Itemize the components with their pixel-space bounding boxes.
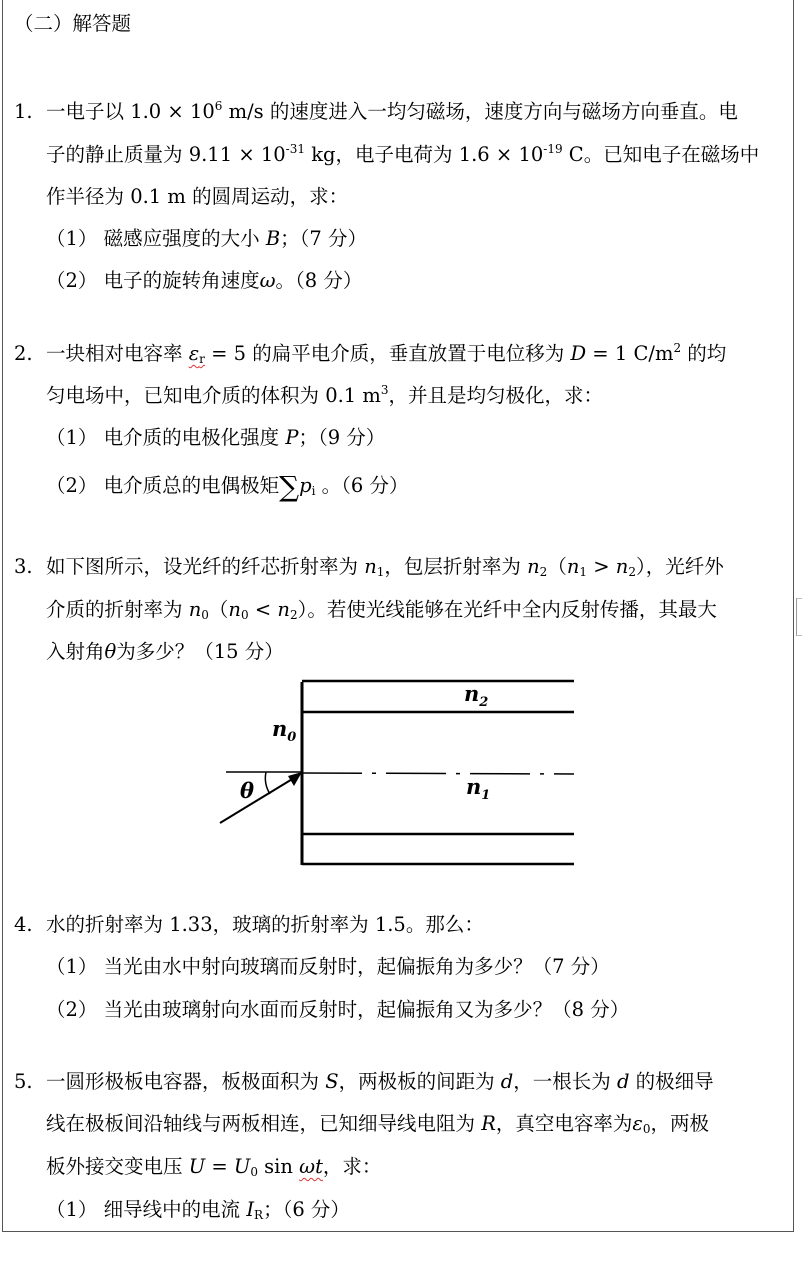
q2-number: 2.: [14, 342, 33, 365]
q4-number: 4.: [14, 913, 33, 936]
fiber-axis: [302, 773, 574, 774]
q4-sub1: （1） 当光由水中射向玻璃而反射时，起偏振角为多少？（7 分）: [46, 955, 610, 978]
label-theta: θ: [240, 778, 255, 803]
q5-number: 5.: [14, 1070, 33, 1093]
q5-sub1: （1） 细导线中的电流 $I_R$；（6 分）: [46, 1198, 350, 1222]
q1-sub2: （2） 电子的旋转角速度ω。（8 分）: [46, 269, 363, 292]
q2-sub2: （2） 电介质总的电偶极矩$\sum p_i$ 。（6 分）: [46, 470, 409, 503]
q5-line3: 板外接交变电压 $U = U_0$ sin ωt，求：: [46, 1155, 382, 1179]
section-title: （二）解答题: [14, 12, 132, 35]
q5-line1: 一圆形极板电容器，板极面积为 S，两极板的间距为 d，一根长为 d 的极细导: [46, 1070, 714, 1093]
q1-number: 1.: [14, 100, 33, 123]
q3-line3: 入射角θ为多少？（15 分）: [46, 640, 284, 663]
incident-ray: [220, 778, 294, 823]
q5-line2: 线在极板间沿轴线与两板相连，已知细导线电阻为 R，真空电容率为$\varepsilon_0$，两极: [46, 1112, 710, 1136]
q2-sub1: （1） 电介质的电极化强度 P；（9 分）: [46, 426, 386, 449]
q1-line3: 作半径为 0.1 m 的圆周运动，求：: [46, 185, 349, 208]
q4-line1: 水的折射率为 1.33，玻璃的折射率为 1.5。那么：: [46, 913, 484, 936]
q3-line2: 介质的折射率为 $n_0(n_0 < n_2)$。若使光线能够在光纤中全内反射传播，其最大: [46, 598, 717, 622]
q3-line1: 如下图所示，设光纤的纤芯折射率为 $n_1$，包层折射率为 $n_2(n_1 > n_2)$，光纤外: [46, 555, 724, 579]
page-edge-marker: [796, 598, 802, 636]
q1-line2: 子的静止质量为 $9.11 \times 10^{-31}$ kg，电子电荷为 $1.6 \times 10^{-19}$ C。已知电子在磁场中: [46, 142, 760, 166]
label-n2: $n_2$: [464, 681, 489, 710]
q3-number: 3.: [14, 555, 33, 578]
q1-line1: 一电子以 $1.0 \times 10^6$ m/s 的速度进入一均匀磁场，速度方向与磁场方向垂直。电: [46, 99, 738, 123]
label-n1: $n_1$: [466, 774, 491, 803]
q1-sub1: （1） 磁感应强度的大小 B；（7 分）: [46, 227, 368, 250]
optical-fiber-diagram: [210, 670, 590, 870]
label-n0: $n_0$: [272, 716, 297, 745]
incident-ray-arrowhead: [288, 772, 302, 786]
q2-line2: 匀电场中，已知电介质的体积为 0.1 $m^3$，并且是均匀极化，求：: [46, 383, 604, 407]
theta-angle-arc: [265, 772, 270, 794]
q2-line1: 一块相对电容率 $\varepsilon_r = 5$ 的扁平电介质，垂直放置于电位移为 D = 1 $C/m^2$ 的均: [46, 341, 727, 366]
q4-sub2: （2） 当光由玻璃射向水面而反射时，起偏振角又为多少？（8 分）: [46, 998, 630, 1021]
